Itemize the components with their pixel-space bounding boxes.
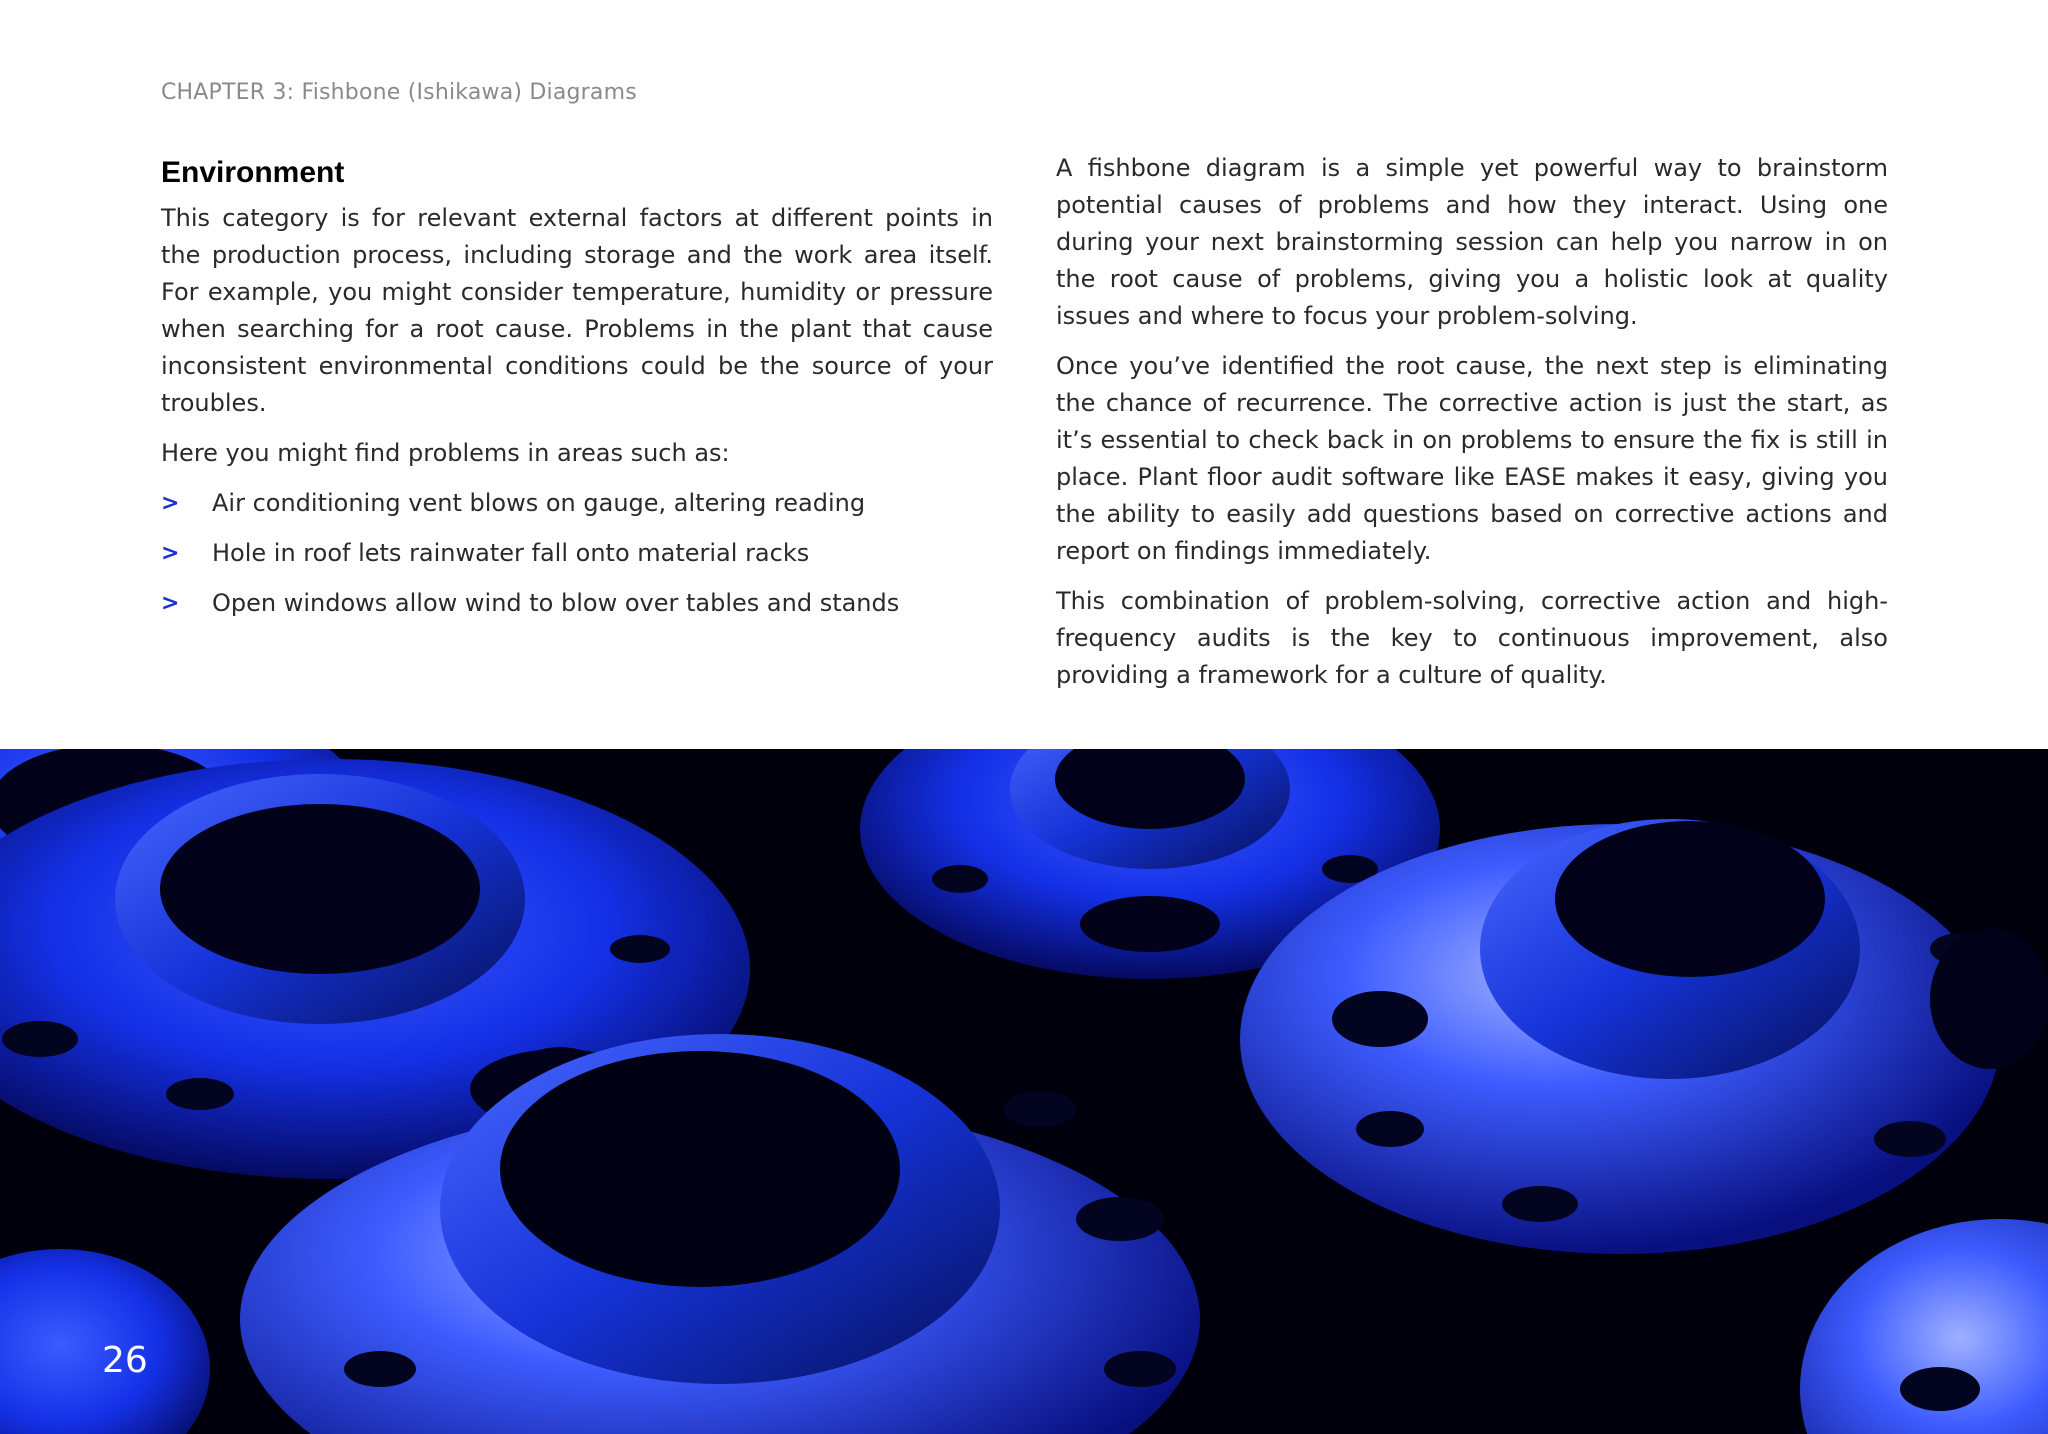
left-column bbox=[161, 150, 993, 635]
list-item bbox=[161, 485, 993, 522]
body-paragraph: This combination of problem-solving, corrective action and high-frequency audits is the key to continuous improvement, also providing a framework for a culture of quality. bbox=[1056, 587, 1888, 689]
list-item bbox=[161, 585, 993, 622]
chevron-right-icon: > bbox=[161, 491, 180, 516]
right-column bbox=[1056, 150, 1888, 707]
section-heading: Environment bbox=[161, 156, 345, 189]
problem-list bbox=[161, 485, 993, 622]
page-number: 26 bbox=[102, 1340, 148, 1381]
chevron-right-icon: > bbox=[161, 541, 180, 566]
body-paragraph: Once you’ve identified the root cause, the next step is eliminating the chance of recurrence. The corrective action is just the start, as it’s essential to check back in on problems to ensure the fix is still in place. Plant floor audit software like EASE makes it easy, giving you the ability to easily add questions based on corrective actions and report on findings immediately. bbox=[1056, 352, 1888, 565]
flanges-illustration bbox=[0, 749, 2048, 1434]
list-item bbox=[161, 535, 993, 572]
list-item-text: Hole in roof lets rainwater fall onto material racks bbox=[212, 539, 810, 567]
flanges-photo bbox=[0, 749, 2048, 1434]
body-paragraph: A fishbone diagram is a simple yet powerful way to brainstorm potential causes of problems and how they interact. Using one during your next brainstorming session can help you narrow in on the root cause of problems, giving you a holistic look at quality issues and where to focus your problem-solving. bbox=[1056, 154, 1888, 330]
chevron-right-icon: > bbox=[161, 591, 180, 616]
list-lead-paragraph: Here you might find problems in areas such as: bbox=[161, 439, 730, 467]
chapter-title: CHAPTER 3: Fishbone (Ishikawa) Diagrams bbox=[161, 80, 637, 105]
list-item-text: Open windows allow wind to blow over tables and stands bbox=[212, 589, 900, 617]
intro-paragraph: This category is for relevant external factors at different points in the production process, including storage and the work area itself. For example, you might consider temperature, humidity or pressure when searching for a root cause. Problems in the plant that cause inconsistent environmental conditions could be the source of your troubles. bbox=[161, 204, 993, 417]
list-item-text: Air conditioning vent blows on gauge, altering reading bbox=[212, 489, 866, 517]
